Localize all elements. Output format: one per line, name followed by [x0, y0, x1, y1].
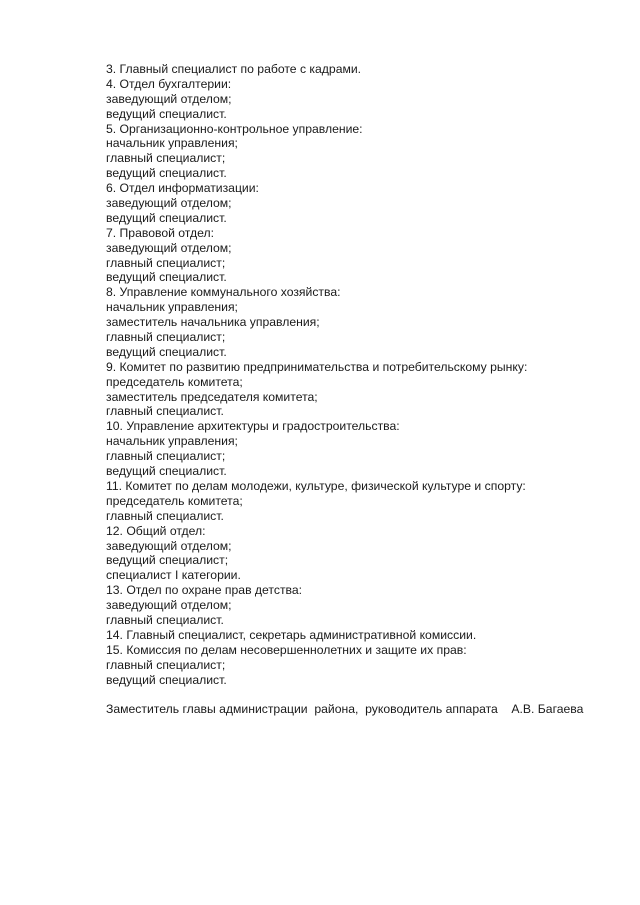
list-line: главный специалист.	[106, 404, 224, 419]
list-line: 6. Отдел информатизации:	[106, 181, 259, 196]
list-line: 10. Управление архитектуры и градостроительства:	[106, 419, 400, 434]
list-line: 5. Организационно-контрольное управление:	[106, 121, 363, 136]
list-line: заведующий отделом;	[106, 598, 232, 613]
list-line: 15. Комиссия по делам несовершеннолетних и защите их прав:	[106, 642, 467, 657]
list-line: заведующий отделом;	[106, 538, 232, 553]
list-line: ведущий специалист;	[106, 553, 229, 568]
list-line: 7. Правовой отдел:	[106, 225, 214, 240]
list-line: заместитель председателя комитета;	[106, 389, 318, 404]
list-line: ведущий специалист.	[106, 270, 227, 285]
list-line: заведующий отделом;	[106, 240, 232, 255]
list-line: 12. Общий отдел:	[106, 523, 206, 538]
list-line: председатель комитета;	[106, 374, 243, 389]
list-line: ведущий специалист.	[106, 672, 227, 687]
list-line: главный специалист;	[106, 657, 226, 672]
list-line: заведующий отделом;	[106, 196, 232, 211]
list-line: заведующий отделом;	[106, 91, 232, 106]
staff-list	[106, 62, 626, 687]
list-line: специалист I категории.	[106, 568, 241, 583]
list-line: главный специалист.	[106, 612, 224, 627]
list-line: ведущий специалист.	[106, 464, 227, 479]
list-line: главный специалист;	[106, 449, 226, 464]
list-line: 13. Отдел по охране прав детства:	[106, 583, 303, 598]
list-line: начальник управления;	[106, 300, 238, 315]
list-line: 9. Комитет по развитию предпринимательства и потребительскому рынку:	[106, 359, 528, 374]
signature-line: Заместитель главы администрации района, руководитель аппарата А.В. Багаева	[106, 702, 584, 716]
list-line: начальник управления;	[106, 434, 238, 449]
list-line: 14. Главный специалист, секретарь административной комиссии.	[106, 627, 477, 642]
list-line: начальник управления;	[106, 136, 238, 151]
list-line: главный специалист;	[106, 330, 226, 345]
list-line: 4. Отдел бухгалтерии:	[106, 76, 232, 91]
list-line: 3. Главный специалист по работе с кадрами.	[106, 62, 362, 76]
list-line: заместитель начальника управления;	[106, 315, 320, 330]
list-line: председатель комитета;	[106, 493, 243, 508]
list-line: 8. Управление коммунального хозяйства:	[106, 285, 341, 300]
list-line: главный специалист.	[106, 508, 224, 523]
list-line: 11. Комитет по делам молодежи, культуре, физической культуре и спорту:	[106, 478, 526, 493]
list-line: ведущий специалист.	[106, 344, 227, 359]
list-line: ведущий специалист.	[106, 210, 227, 225]
list-line: ведущий специалист.	[106, 106, 227, 121]
list-line: главный специалист;	[106, 151, 226, 166]
list-line: главный специалист;	[106, 255, 226, 270]
list-line: ведущий специалист.	[106, 166, 227, 181]
